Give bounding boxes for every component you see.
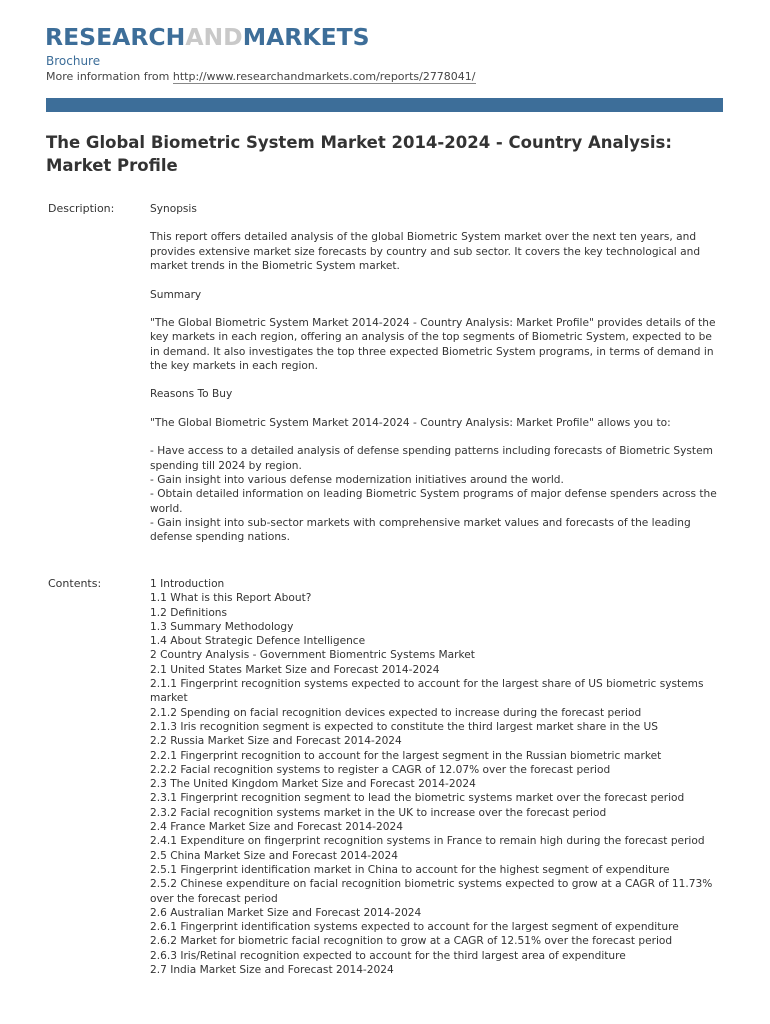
description-body <box>150 202 718 544</box>
toc-item: 2.1.1 Fingerprint recognition systems expected to account for the largest share of US biometric systems market <box>150 678 704 705</box>
synopsis-heading: Synopsis <box>150 203 197 215</box>
summary-heading: Summary <box>150 288 202 301</box>
report-link[interactable]: http://www.researchandmarkets.com/reports/2778041/ <box>172 70 476 83</box>
logo-markets: MARKETS <box>242 23 370 51</box>
researchandmarkets-logo[interactable] <box>45 22 370 52</box>
reasons-list <box>150 444 718 544</box>
more-info-prefix: More information from <box>46 70 170 83</box>
toc-item: 2.2.1 Fingerprint recognition to account for the largest segment in the Russian biometric market <box>150 749 662 762</box>
toc-item: 1.2 Definitions <box>150 606 228 619</box>
toc-item: 2.6.2 Market for biometric facial recognition to grow at a CAGR of 12.51% over the forecast period <box>150 935 673 948</box>
toc-item: 2.2 Russia Market Size and Forecast 2014-2024 <box>150 735 402 748</box>
toc-item: 2 Country Analysis - Government Biomentric Systems Market <box>150 649 475 662</box>
brochure-label: Brochure <box>46 54 101 68</box>
toc-item: 1.1 What is this Report About? <box>150 592 312 605</box>
toc-item: 2.6.1 Fingerprint identification systems expected to account for the largest segment of expenditure <box>150 921 679 934</box>
toc-item: 2.5 China Market Size and Forecast 2014-2024 <box>150 849 398 862</box>
contents-label: Contents: <box>48 577 102 590</box>
toc-item: 2.6 Australian Market Size and Forecast 2014-2024 <box>150 906 422 919</box>
toc-item: 2.4.1 Expenditure on fingerprint recognition systems in France to remain high during the forecast period <box>150 835 705 848</box>
toc-item: 1.4 About Strategic Defence Intelligence <box>150 635 366 648</box>
logo-research: RESEARCH <box>45 23 186 51</box>
toc-item: 2.5.1 Fingerprint identification market in China to account for the highest segment of expenditure <box>150 863 670 876</box>
logo-and: AND <box>185 23 243 51</box>
reason-item: - Have access to a detailed analysis of defense spending patterns including forecasts of Biometric System spending till 2024 by region. <box>150 445 713 472</box>
toc-item: 2.4 France Market Size and Forecast 2014-2024 <box>150 821 403 834</box>
reason-item: - Obtain detailed information on leading Biometric System programs of major defense spenders across the world. <box>150 488 717 515</box>
toc-item: 2.1.2 Spending on facial recognition devices expected to increase during the forecast period <box>150 706 642 719</box>
contents-list <box>150 577 718 977</box>
toc-item: 2.1.3 Iris recognition segment is expected to constitute the third largest market share in the US <box>150 720 658 733</box>
toc-item: 1.3 Summary Methodology <box>150 620 294 633</box>
toc-item: 2.3 The United Kingdom Market Size and Forecast 2014-2024 <box>150 778 476 791</box>
description-label: Description: <box>48 202 115 215</box>
toc-item: 2.3.2 Facial recognition systems market in the UK to increase over the forecast period <box>150 806 607 819</box>
header-divider-bar <box>46 98 723 112</box>
toc-item: 2.1 United States Market Size and Forecast 2014-2024 <box>150 663 440 676</box>
reason-item: - Gain insight into various defense modernization initiatives around the world. <box>150 473 564 486</box>
toc-item: 2.3.1 Fingerprint recognition segment to lead the biometric systems market over the forecast period <box>150 792 685 805</box>
synopsis-text: This report offers detailed analysis of the global Biometric System market over the next ten years, and provides extensive market size forecasts by country and sub sector. It covers the key technological and market trends in the Biometric System market. <box>150 231 701 273</box>
toc-item: 1 Introduction <box>150 578 225 590</box>
toc-item: 2.5.2 Chinese expenditure on facial recognition biometric systems expected to grow at a CAGR of 11.73% over the forecast period <box>150 878 713 905</box>
reason-item: - Gain insight into sub-sector markets with comprehensive market values and forecasts of the leading defense spending nations. <box>150 516 691 544</box>
more-info-line <box>46 69 476 85</box>
reasons-intro: "The Global Biometric System Market 2014-2024 - Country Analysis: Market Profile" allows you to: <box>150 416 671 429</box>
summary-text: "The Global Biometric System Market 2014-2024 - Country Analysis: Market Profile" provides details of the key markets in each region, offering an analysis of the top segments of Biometric System, expected to be in demand. It also investigates the top three expected Biometric System programs, in terms of demand in the key markets in each region. <box>150 317 716 372</box>
toc-item: 2.6.3 Iris/Retinal recognition expected to account for the third largest area of expenditure <box>150 949 626 962</box>
report-title: The Global Biometric System Market 2014-2024 - Country Analysis: Market Profile <box>46 133 672 175</box>
reasons-heading: Reasons To Buy <box>150 388 233 401</box>
toc-item: 2.2.2 Facial recognition systems to register a CAGR of 12.07% over the forecast period <box>150 763 611 776</box>
toc-item: 2.7 India Market Size and Forecast 2014-2024 <box>150 964 394 977</box>
